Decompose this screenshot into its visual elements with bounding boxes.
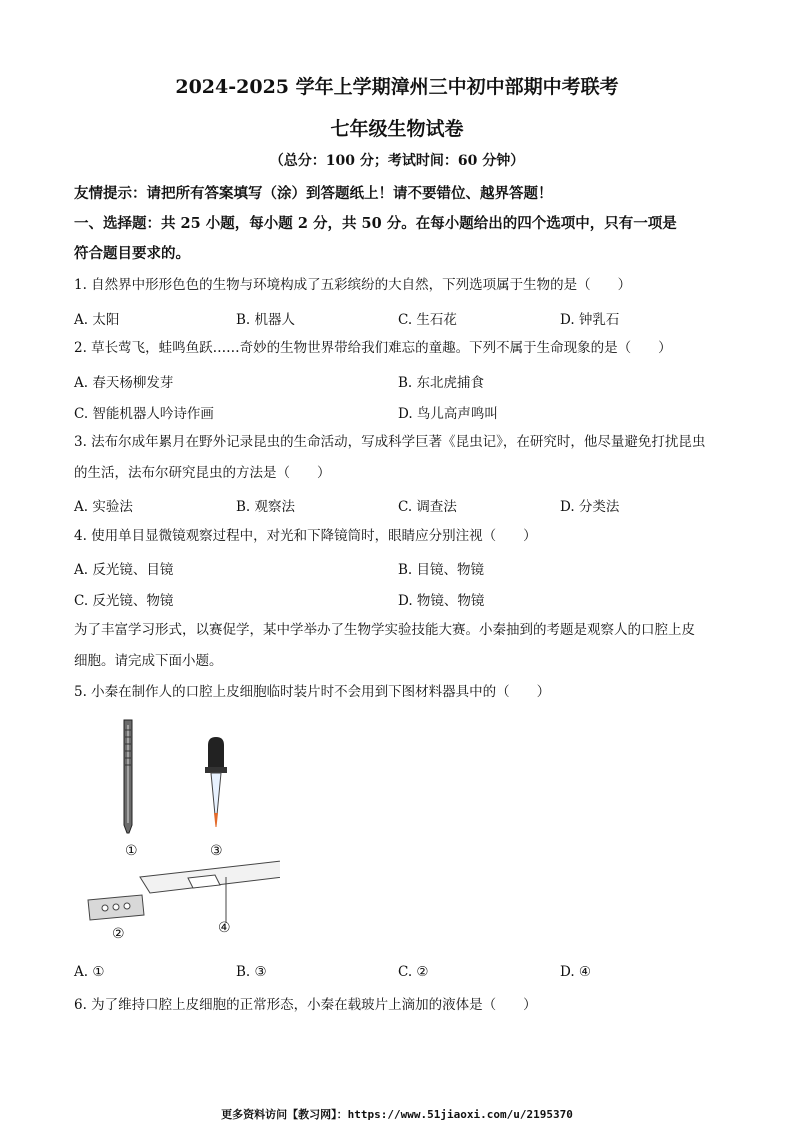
question-3-option-d: D. 分类法 bbox=[560, 499, 620, 515]
question-5-option-b: B. ③ bbox=[236, 964, 267, 980]
question-1-option-a: A. 太阳 bbox=[74, 312, 120, 328]
tool-label-4: ④ bbox=[218, 920, 231, 936]
question-4-option-d: D. 物镜、物镜 bbox=[398, 593, 485, 609]
question-4-stem: 4. 使用单目显微镜观察过程中，对光和下降镜筒时，眼睛应分别注视（ ） bbox=[74, 528, 537, 544]
question-1-option-b: B. 机器人 bbox=[236, 312, 296, 328]
tip-text: 友情提示：请把所有答案填写（涂）到答题纸上！请不要错位、越界答题！ bbox=[74, 185, 553, 202]
question-3-stem-line2: 的生活，法布尔研究昆虫的方法是（ ） bbox=[74, 465, 331, 481]
footer-link[interactable]: 更多资料访问【教习网】：https://www.51jiaoxi.com/u/2195370 bbox=[221, 1108, 573, 1121]
lab-tools-illustration bbox=[80, 715, 280, 945]
context-line1: 为了丰富学习形式，以赛促学，某中学举办了生物学实验技能大赛。小秦抽到的考题是观察人的口腔上皮 bbox=[74, 622, 695, 638]
lab-tools-figure bbox=[80, 715, 280, 949]
question-2-option-d: D. 鸟儿高声鸣叫 bbox=[398, 406, 498, 422]
question-2-option-a: A. 春天杨柳发芽 bbox=[74, 375, 174, 391]
exam-info: （总分：100 分；考试时间：60 分钟） bbox=[269, 153, 525, 169]
tool-label-1: ① bbox=[125, 843, 138, 859]
section-heading-line1: 一、选择题：共 25 小题，每小题 2 分，共 50 分。在每小题给出的四个选项中，只有一项是 bbox=[74, 215, 677, 232]
razor-blade-icon bbox=[88, 895, 144, 920]
exam-title: 2024-2025 学年上学期漳州三中初中部期中考联考 bbox=[175, 76, 619, 98]
question-3-option-c: C. 调查法 bbox=[398, 499, 457, 515]
question-5-option-c: C. ② bbox=[398, 964, 429, 980]
question-3-option-b: B. 观察法 bbox=[236, 499, 296, 515]
question-5-option-a: A. ① bbox=[74, 964, 105, 980]
question-2-option-b: B. 东北虎捕食 bbox=[398, 375, 485, 391]
question-2-stem: 2. 草长莺飞，蛙鸣鱼跃……奇妙的生物世界带给我们难忘的童趣。下列不属于生命现象的是（ ） bbox=[74, 340, 672, 356]
context-line2: 细胞。请完成下面小题。 bbox=[74, 653, 223, 669]
tool-label-3: ③ bbox=[210, 843, 223, 859]
slide-icon bbox=[140, 860, 280, 923]
question-6-stem: 6. 为了维持口腔上皮细胞的正常形态，小秦在载玻片上滴加的液体是（ ） bbox=[74, 997, 537, 1013]
question-5-option-d: D. ④ bbox=[560, 964, 592, 980]
exam-subtitle: 七年级生物试卷 bbox=[330, 118, 464, 140]
question-3-stem-line1: 3. 法布尔成年累月在野外记录昆虫的生命活动，写成科学巨著《昆虫记》，在研究时，他尽量避免打扰昆虫 bbox=[74, 434, 706, 450]
question-3-option-a: A. 实验法 bbox=[74, 499, 133, 515]
question-1-stem: 1. 自然界中形形色色的生物与环境构成了五彩缤纷的大自然，下列选项属于生物的是（ ） bbox=[74, 277, 632, 293]
question-4-option-b: B. 目镜、物镜 bbox=[398, 562, 485, 578]
tool-label-2: ② bbox=[112, 926, 125, 942]
question-1-option-d: D. 钟乳石 bbox=[560, 312, 620, 328]
question-4-option-c: C. 反光镜、物镜 bbox=[74, 593, 174, 609]
section-heading-line2: 符合题目要求的。 bbox=[74, 245, 190, 262]
question-2-option-c: C. 智能机器人吟诗作画 bbox=[74, 406, 214, 422]
dropper-icon bbox=[205, 737, 227, 827]
question-1-option-c: C. 生石花 bbox=[398, 312, 457, 328]
question-4-option-a: A. 反光镜、目镜 bbox=[74, 562, 174, 578]
question-5-stem: 5. 小秦在制作人的口腔上皮细胞临时装片时不会用到下图材料器具中的（ ） bbox=[74, 684, 551, 700]
tweezers-icon bbox=[124, 720, 132, 833]
